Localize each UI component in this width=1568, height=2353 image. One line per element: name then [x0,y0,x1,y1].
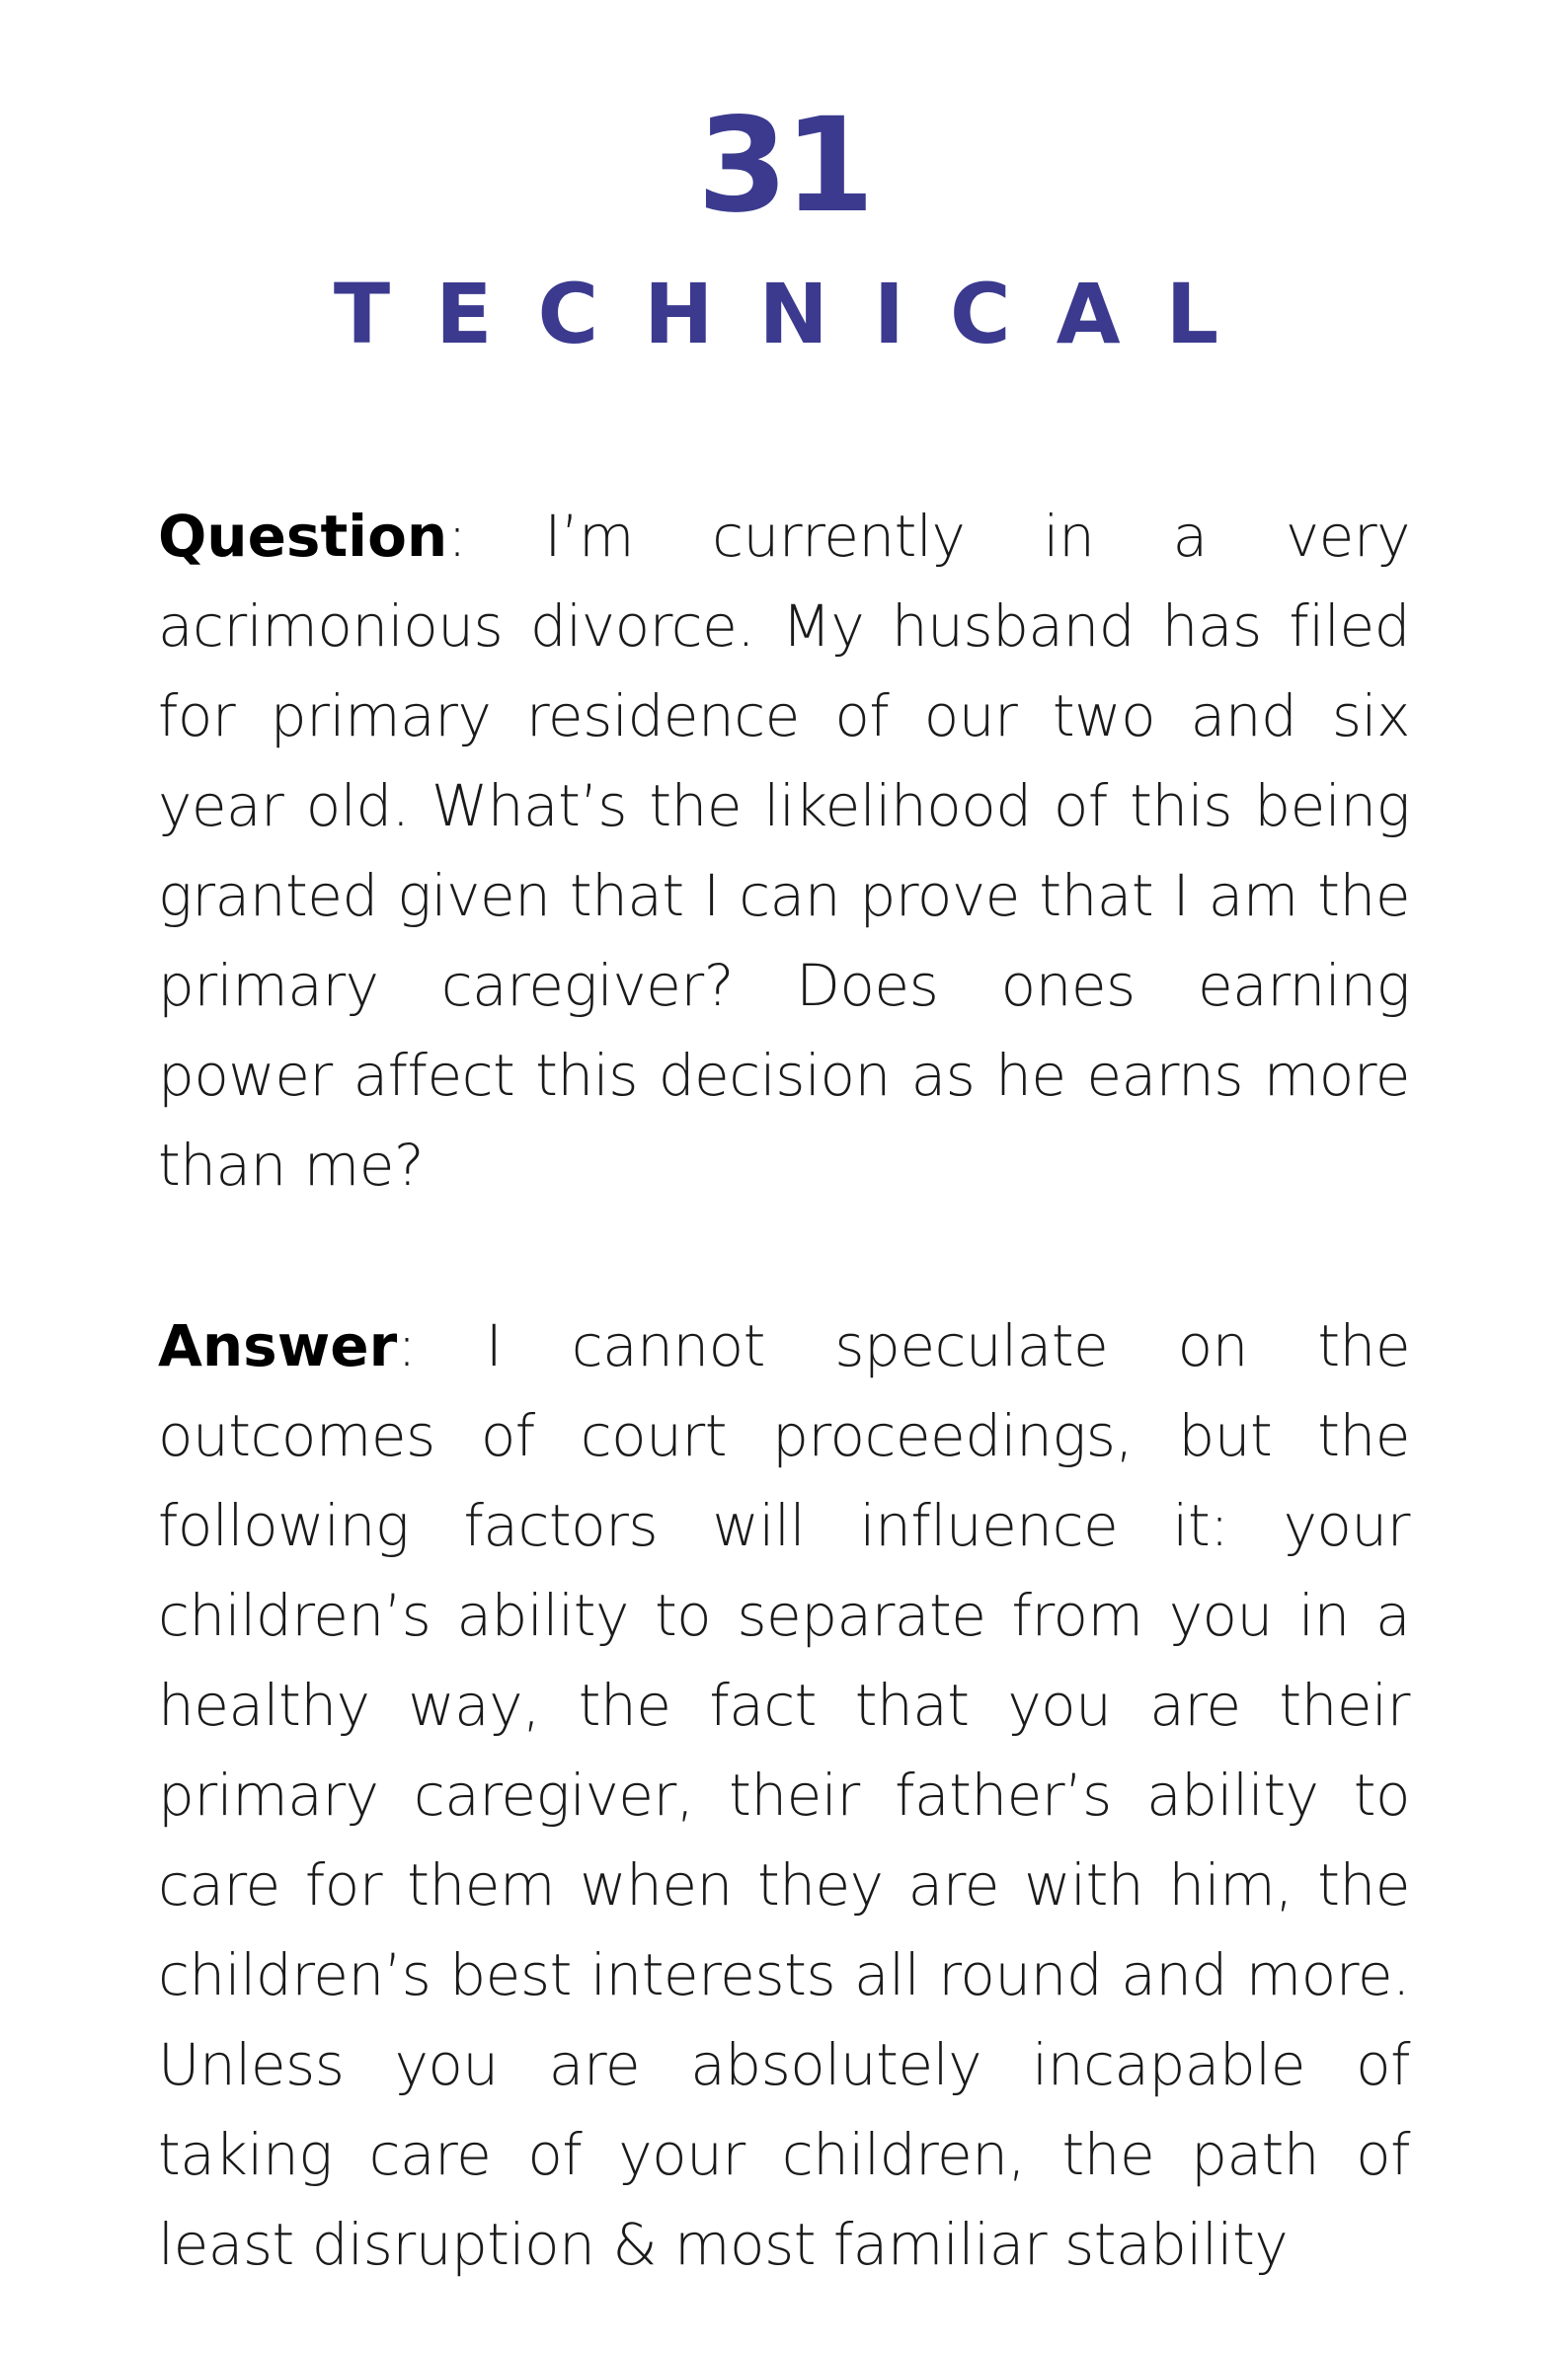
category-title: TECHNICAL [333,266,1265,362]
answer-text: I cannot speculate on the outcomes of court proceedings, but the following factors will influence it: your children’s ability to separate from you in a healthy way, the fact that you are their primary caregiver, their father’s ability to care for them when they are with him, the children’s best interests all round and more. Unless you are absolutely incapable of taking care of your children, the path of least disruption & most familiar stability [158,1312,1410,2278]
answer-separator: : [397,1312,417,1379]
question-label: Question [158,503,448,570]
page-number: 31 [697,90,871,242]
answer-paragraph [158,1301,1410,2290]
question-separator: : [447,503,467,570]
question-paragraph [158,492,1410,1211]
answer-label: Answer [158,1312,398,1379]
question-text: I’m currently in a very acrimonious divorce. My husband has filed for primary residence of our two and six year old. What’s the likelihood of this being granted given that I can prove that I am the primary caregiver? Does ones earning power affect this decision as he earns more than me? [158,503,1410,1199]
page-header [0,90,1568,363]
